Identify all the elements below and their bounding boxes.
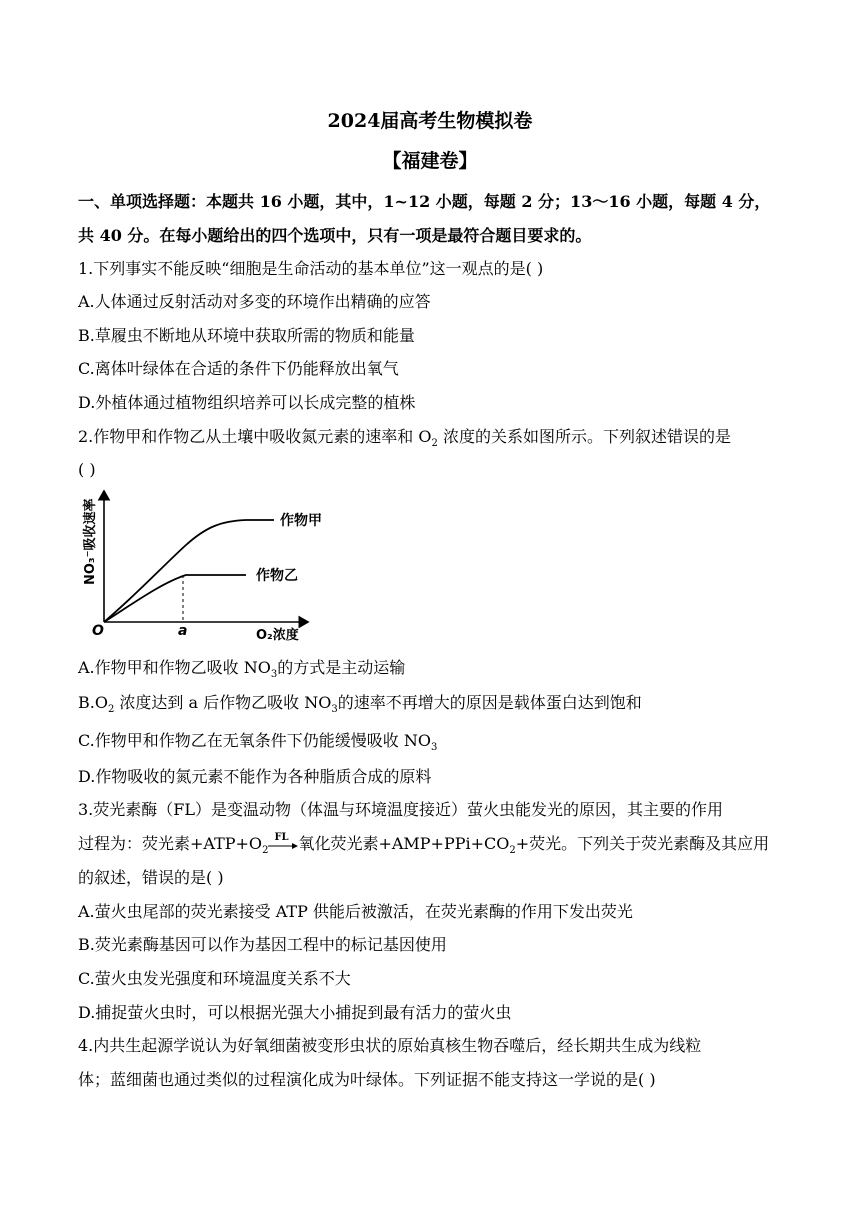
q4-stem-line1: 4.内共生起源学说认为好氧细菌被变形虫状的原始真核生物吞噬后，经长期共生成为线粒 (78, 1036, 702, 1055)
q1-option-b: B.草履虫不断地从环境中获取所需的物质和能量 (78, 326, 415, 345)
q3-option-a: A.萤火虫尾部的荧光素接受 ATP 供能后被激活，在荧光素酶的作用下发出荧光 (78, 902, 633, 921)
q2-stem: 2.作物甲和作物乙从土壤中吸收氮元素的速率和 $O_2$ 浓度的关系如图所示。下列叙述错误的是 (78, 427, 731, 450)
legend-crop-b: 作物乙 (256, 568, 298, 584)
q4-stem-line2: 体；蓝细菌也通过类似的过程演化成为叶绿体。下列证据不能支持这一学说的是( ) (78, 1070, 656, 1089)
q3-stem-line2: 过程为：荧光素$+ATP+O_2$ FL 氧化荧光素$+AMP+PPi+CO_2+$荧光。下列关于荧光素酶及其应用 (78, 831, 770, 857)
series-crop-a-line (104, 520, 274, 622)
q3-stem-line1: 3.荧光素酶（FL）是变温动物（体温与环境温度接近）萤火虫能发光的原因，其主要的作用 (78, 800, 723, 819)
q2-answer-paren: ( ) (78, 460, 96, 479)
q2-option-c: C.作物甲和作物乙在无氧条件下仍能缓慢吸收 $NO_3$ (78, 731, 438, 754)
origin-label: O (92, 623, 104, 639)
series-crop-b-line (104, 575, 246, 622)
q1-option-a: A.人体通过反射活动对多变的环境作出精确的应答 (78, 292, 431, 311)
q3-stem-line3: 的叙述，错误的是( ) (78, 868, 224, 887)
q3-option-d: D.捕捉萤火虫时，可以根据光强大小捕捉到最有活力的萤火虫 (78, 1003, 512, 1022)
q2-option-b: $B.O_2$ 浓度达到 a 后作物乙吸收 $NO_3$的速率不再增大的原因是载体蛋白达到饱和 (78, 693, 642, 716)
x-marker-a: a (178, 623, 188, 639)
q2-option-d: D.作物吸收的氮元素不能作为各种脂质合成的原料 (78, 767, 432, 786)
x-axis-label: O₂浓度 (256, 628, 299, 643)
q1-option-d: D.外植体通过植物组织培养可以长成完整的植株 (78, 393, 416, 412)
section-instruction-line1: 一、单项选择题：本题共 16 小题，其中，1~12 小题，每题 2 分；13～16 小题，每题 4 分， (78, 192, 771, 211)
q3-option-c: C.萤火虫发光强度和环境温度关系不大 (78, 969, 351, 988)
reaction-arrow: FL (268, 838, 298, 852)
page-title: 2024届高考生物模拟卷 (327, 110, 533, 132)
legend-crop-a: 作物甲 (280, 513, 322, 529)
q1-option-c: C.离体叶绿体在合适的条件下仍能释放出氧气 (78, 359, 399, 378)
q1-stem: 1.下列事实不能反映“细胞是生命活动的基本单位”这一观点的是( ) (78, 259, 544, 278)
section-instruction-line2: 共 40 分。在每小题给出的四个选项中，只有一项是最符合题目要求的。 (78, 226, 592, 245)
page-subtitle: 【福建卷】 (382, 150, 478, 172)
q2-option-a: A.作物甲和作物乙吸收 $NO_3$的方式是主动运输 (78, 658, 406, 681)
y-axis-label: NO₃⁻吸收速率 (83, 498, 98, 585)
q3-option-b: B.荧光素酶基因可以作为基因工程中的标记基因使用 (78, 935, 447, 954)
absorption-rate-chart (76, 485, 322, 645)
